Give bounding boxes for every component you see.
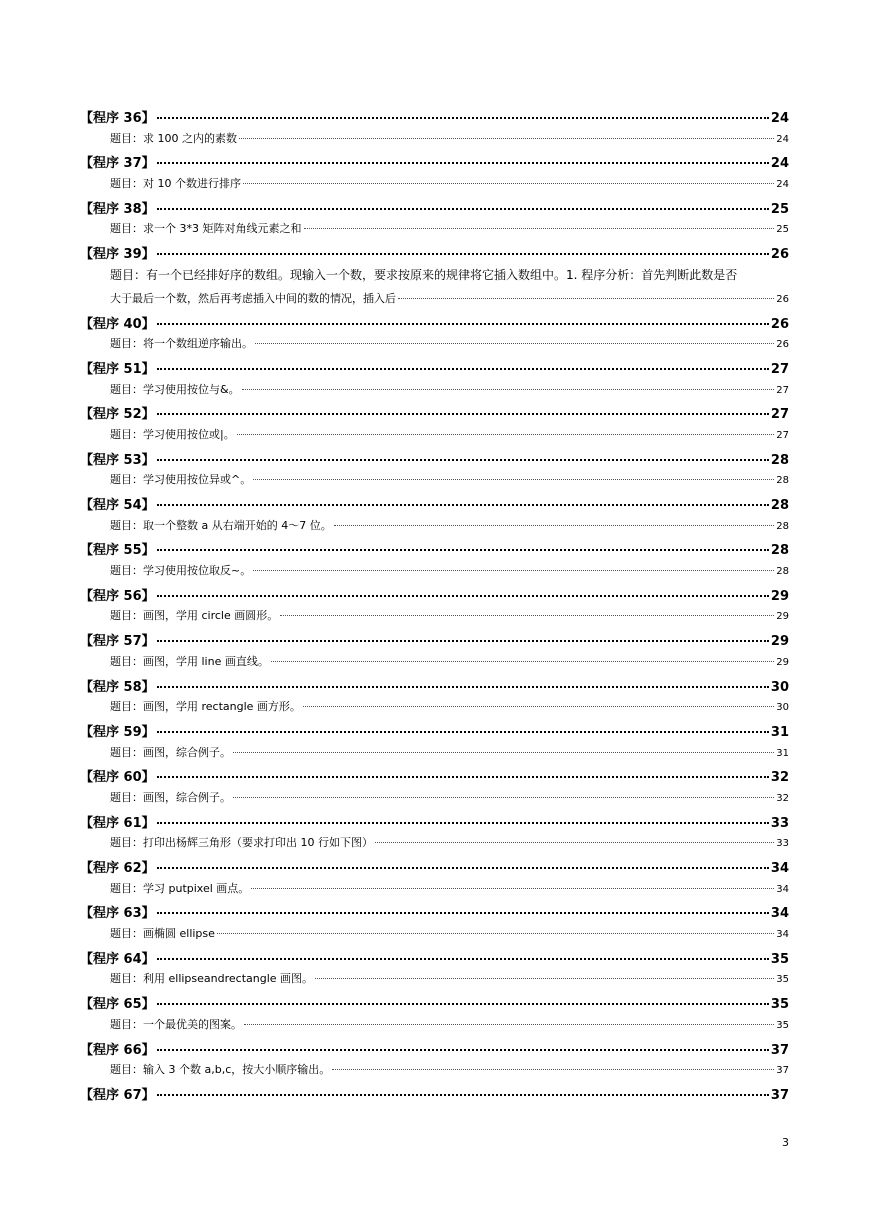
toc-heading[interactable]	[80, 494, 789, 517]
toc-heading[interactable]	[80, 313, 789, 336]
dot-leader	[237, 426, 775, 435]
toc-page-number: 35	[776, 974, 789, 986]
toc-heading[interactable]	[80, 993, 789, 1016]
toc-subentry[interactable]	[80, 426, 789, 449]
toc-heading[interactable]	[80, 948, 789, 971]
dot-leader	[233, 789, 774, 798]
toc-entry-text: 题目：学习 putpixel 画点。	[110, 881, 250, 895]
toc-page-number: 31	[770, 724, 789, 740]
toc-subentry[interactable]	[80, 925, 789, 948]
dot-leader	[157, 1084, 769, 1096]
dot-leader	[243, 175, 774, 184]
toc-heading[interactable]	[80, 198, 789, 221]
dot-leader	[157, 198, 769, 210]
toc-entry-text: 【程序 38】	[80, 201, 155, 217]
toc-entry-text: 【程序 40】	[80, 316, 155, 332]
toc-page-number: 37	[776, 1065, 789, 1077]
toc-entry-text: 题目：画图，学用 rectangle 画方形。	[110, 700, 301, 714]
toc-heading[interactable]	[80, 358, 789, 381]
dot-leader	[157, 358, 769, 370]
toc-entry-text: 题目：求 100 之内的素数	[110, 131, 237, 145]
dot-leader	[157, 539, 769, 551]
dot-leader	[332, 1061, 774, 1070]
toc-entry-text: 题目：一个最优美的图案。	[110, 1017, 242, 1031]
toc-page-number: 27	[770, 361, 789, 377]
toc-page-number: 28	[770, 498, 789, 513]
toc-heading[interactable]	[80, 676, 789, 699]
dot-leader	[315, 970, 774, 979]
dot-leader	[157, 107, 769, 119]
dot-leader	[157, 948, 769, 960]
dot-leader	[157, 902, 769, 914]
dot-leader	[217, 925, 774, 934]
toc-subentry[interactable]	[80, 1016, 789, 1039]
toc-heading[interactable]	[80, 721, 789, 744]
toc-heading[interactable]	[80, 766, 789, 789]
toc-subentry[interactable]	[80, 220, 789, 243]
toc-entry-text: 【程序 53】	[80, 452, 155, 468]
toc-subentry[interactable]	[80, 834, 789, 857]
dot-leader	[157, 403, 769, 415]
toc-entry-text: 【程序 66】	[80, 1042, 155, 1058]
toc-page-number: 24	[776, 179, 789, 191]
toc-entry-text: 【程序 56】	[80, 588, 155, 604]
toc-page-number: 32	[776, 792, 789, 804]
dot-leader	[271, 653, 774, 662]
toc-page-number: 25	[770, 201, 789, 217]
toc-entry-text: 题目：对 10 个数进行排序	[110, 177, 241, 191]
toc-entry-text: 【程序 54】	[80, 498, 155, 513]
toc-page-number: 34	[776, 929, 789, 941]
toc-entry-text: 【程序 64】	[80, 951, 155, 967]
dot-leader	[398, 290, 774, 299]
toc-page-number: 27	[776, 384, 789, 396]
toc-subentry[interactable]	[80, 744, 789, 767]
toc-page-number: 26	[770, 316, 789, 332]
toc-subentry[interactable]	[80, 130, 789, 153]
dot-leader	[157, 766, 769, 778]
toc-entry-text: 【程序 55】	[80, 543, 155, 559]
toc-entry-text: 题目：画图，学用 line 画直线。	[110, 654, 269, 668]
toc-entry-text: 题目：画椭圆 ellipse	[110, 927, 215, 941]
dot-leader	[157, 449, 769, 461]
toc-entry-text: 【程序 65】	[80, 997, 155, 1013]
toc-entry-text: 【程序 62】	[80, 861, 155, 876]
toc-heading[interactable]	[80, 857, 789, 880]
toc-heading[interactable]	[80, 812, 789, 835]
toc-page-number: 28	[776, 520, 789, 532]
toc-page-number: 33	[770, 815, 789, 831]
toc-heading[interactable]	[80, 539, 789, 562]
dot-leader	[303, 698, 774, 707]
toc-entry-text: 题目：学习使用按位与&。	[110, 382, 240, 396]
toc-page-number: 34	[770, 861, 789, 876]
toc-page-number: 30	[776, 702, 789, 714]
toc-entry-text: 【程序 39】	[80, 247, 155, 263]
toc-heading[interactable]	[80, 152, 789, 175]
dot-leader	[157, 812, 769, 824]
toc-page-number: 35	[776, 1019, 789, 1031]
toc-page-number: 29	[770, 634, 789, 650]
toc-page-number: 24	[776, 133, 789, 145]
dot-leader	[157, 152, 769, 164]
dot-leader	[157, 630, 769, 642]
toc-entry-text: 【程序 36】	[80, 111, 155, 126]
toc-entry-text: 题目：学习使用按位或|。	[110, 427, 235, 441]
toc-entry-text: 题目：有一个已经排好序的数组。现输入一个数，要求按原来的规律将它插入数组中。1. 程序分析：首先判断此数是否	[110, 267, 738, 282]
toc-page-number: 29	[770, 588, 789, 604]
toc-entry-text: 题目：输入 3 个数 a,b,c，按大小顺序输出。	[110, 1063, 331, 1077]
toc-entry-text: 题目：画图，学用 circle 画圆形。	[110, 609, 279, 623]
toc-page-number: 27	[776, 429, 789, 441]
dot-leader	[244, 1016, 774, 1025]
page-number: 3	[782, 1136, 789, 1149]
dot-leader	[334, 517, 775, 526]
toc-subentry[interactable]	[80, 290, 789, 313]
toc-page-number: 26	[770, 247, 789, 263]
toc-subentry[interactable]	[80, 381, 789, 404]
toc-subentry[interactable]	[80, 698, 789, 721]
dot-leader	[157, 243, 769, 255]
toc-subentry[interactable]	[80, 517, 789, 540]
toc-page-number: 32	[770, 770, 789, 786]
toc-page-number: 35	[770, 951, 789, 967]
toc-subentry[interactable]	[80, 607, 789, 630]
toc-entry-text: 【程序 58】	[80, 679, 155, 695]
toc-entry-text: 题目：利用 ellipseandrectangle 画图。	[110, 972, 314, 986]
dot-leader	[239, 130, 774, 139]
toc-subentry[interactable]	[80, 335, 789, 358]
toc-page-number: 25	[776, 224, 789, 236]
dot-leader	[280, 607, 774, 616]
table-of-contents	[80, 107, 789, 1107]
toc-page-number: 27	[770, 407, 789, 423]
toc-page-number: 29	[776, 656, 789, 668]
toc-entry-text: 【程序 63】	[80, 906, 155, 922]
toc-subentry[interactable]	[80, 471, 789, 494]
toc-page-number: 29	[776, 611, 789, 623]
toc-entry-text: 题目：将一个数组逆序输出。	[110, 337, 253, 351]
dot-leader	[304, 220, 775, 229]
toc-heading[interactable]	[80, 902, 789, 925]
toc-entry-text: 题目：画图，综合例子。	[110, 745, 231, 759]
toc-page-number: 37	[770, 1042, 789, 1058]
dot-leader	[157, 585, 769, 597]
toc-page-number: 28	[770, 452, 789, 468]
toc-entry-text: 【程序 67】	[80, 1087, 155, 1103]
dot-leader	[242, 381, 775, 390]
toc-page-number: 34	[770, 906, 789, 922]
toc-heading[interactable]	[80, 107, 789, 130]
dot-leader	[375, 834, 774, 843]
dot-leader	[157, 1039, 769, 1051]
toc-page-number: 28	[776, 566, 789, 578]
toc-entry-text: 【程序 37】	[80, 156, 155, 172]
toc-subentry[interactable]	[80, 880, 789, 903]
toc-page-number: 26	[776, 339, 789, 351]
toc-entry-text: 【程序 61】	[80, 815, 155, 831]
dot-leader	[157, 721, 769, 733]
toc-page-number: 24	[770, 111, 789, 126]
toc-page-number: 37	[770, 1087, 789, 1103]
toc-entry-text: 题目：学习使用按位异或^。	[110, 473, 252, 487]
toc-entry-text: 大于最后一个数，然后再考虑插入中间的数的情况，插入后	[110, 291, 396, 305]
toc-entry-text: 【程序 51】	[80, 361, 155, 377]
toc-entry-text: 题目：求一个 3*3 矩阵对角线元素之和	[110, 222, 302, 236]
toc-heading[interactable]	[80, 1039, 789, 1062]
toc-heading[interactable]	[80, 1084, 789, 1107]
toc-heading[interactable]	[80, 630, 789, 653]
toc-page-number: 35	[770, 997, 789, 1013]
toc-subentry[interactable]	[80, 175, 789, 198]
dot-leader	[157, 313, 769, 325]
toc-page-number: 26	[776, 293, 789, 305]
toc-entry-text: 【程序 57】	[80, 634, 155, 650]
toc-page-number: 30	[770, 679, 789, 695]
toc-entry-text: 题目：画图，综合例子。	[110, 790, 231, 804]
dot-leader	[233, 744, 774, 753]
toc-entry-text: 【程序 60】	[80, 770, 155, 786]
dot-leader	[157, 857, 769, 869]
toc-entry-text: 题目：打印出杨辉三角形（要求打印出 10 行如下图）	[110, 836, 373, 850]
toc-entry-text: 【程序 52】	[80, 407, 155, 423]
toc-entry-continued[interactable]	[80, 266, 789, 290]
dot-leader	[253, 471, 774, 480]
toc-subentry[interactable]	[80, 970, 789, 993]
toc-page-number: 28	[776, 475, 789, 487]
toc-entry-text: 【程序 59】	[80, 724, 155, 740]
dot-leader	[253, 562, 774, 571]
toc-entry-text: 题目：学习使用按位取反~。	[110, 564, 252, 578]
toc-heading[interactable]	[80, 449, 789, 472]
toc-subentry[interactable]	[80, 562, 789, 585]
dot-leader	[157, 676, 769, 688]
dot-leader	[157, 494, 769, 506]
dot-leader	[251, 880, 774, 889]
toc-page-number: 24	[770, 156, 789, 172]
toc-heading[interactable]	[80, 403, 789, 426]
toc-page-number: 31	[776, 747, 789, 759]
toc-entry-text: 题目：取一个整数 a 从右端开始的 4～7 位。	[110, 518, 332, 532]
toc-page-number: 28	[770, 543, 789, 559]
toc-heading[interactable]	[80, 585, 789, 608]
toc-subentry[interactable]	[80, 1061, 789, 1084]
toc-heading[interactable]	[80, 243, 789, 266]
toc-subentry[interactable]	[80, 789, 789, 812]
toc-page-number: 34	[776, 883, 789, 895]
dot-leader	[255, 335, 774, 344]
toc-page-number: 33	[776, 838, 789, 850]
dot-leader	[157, 993, 769, 1005]
toc-subentry[interactable]	[80, 653, 789, 676]
